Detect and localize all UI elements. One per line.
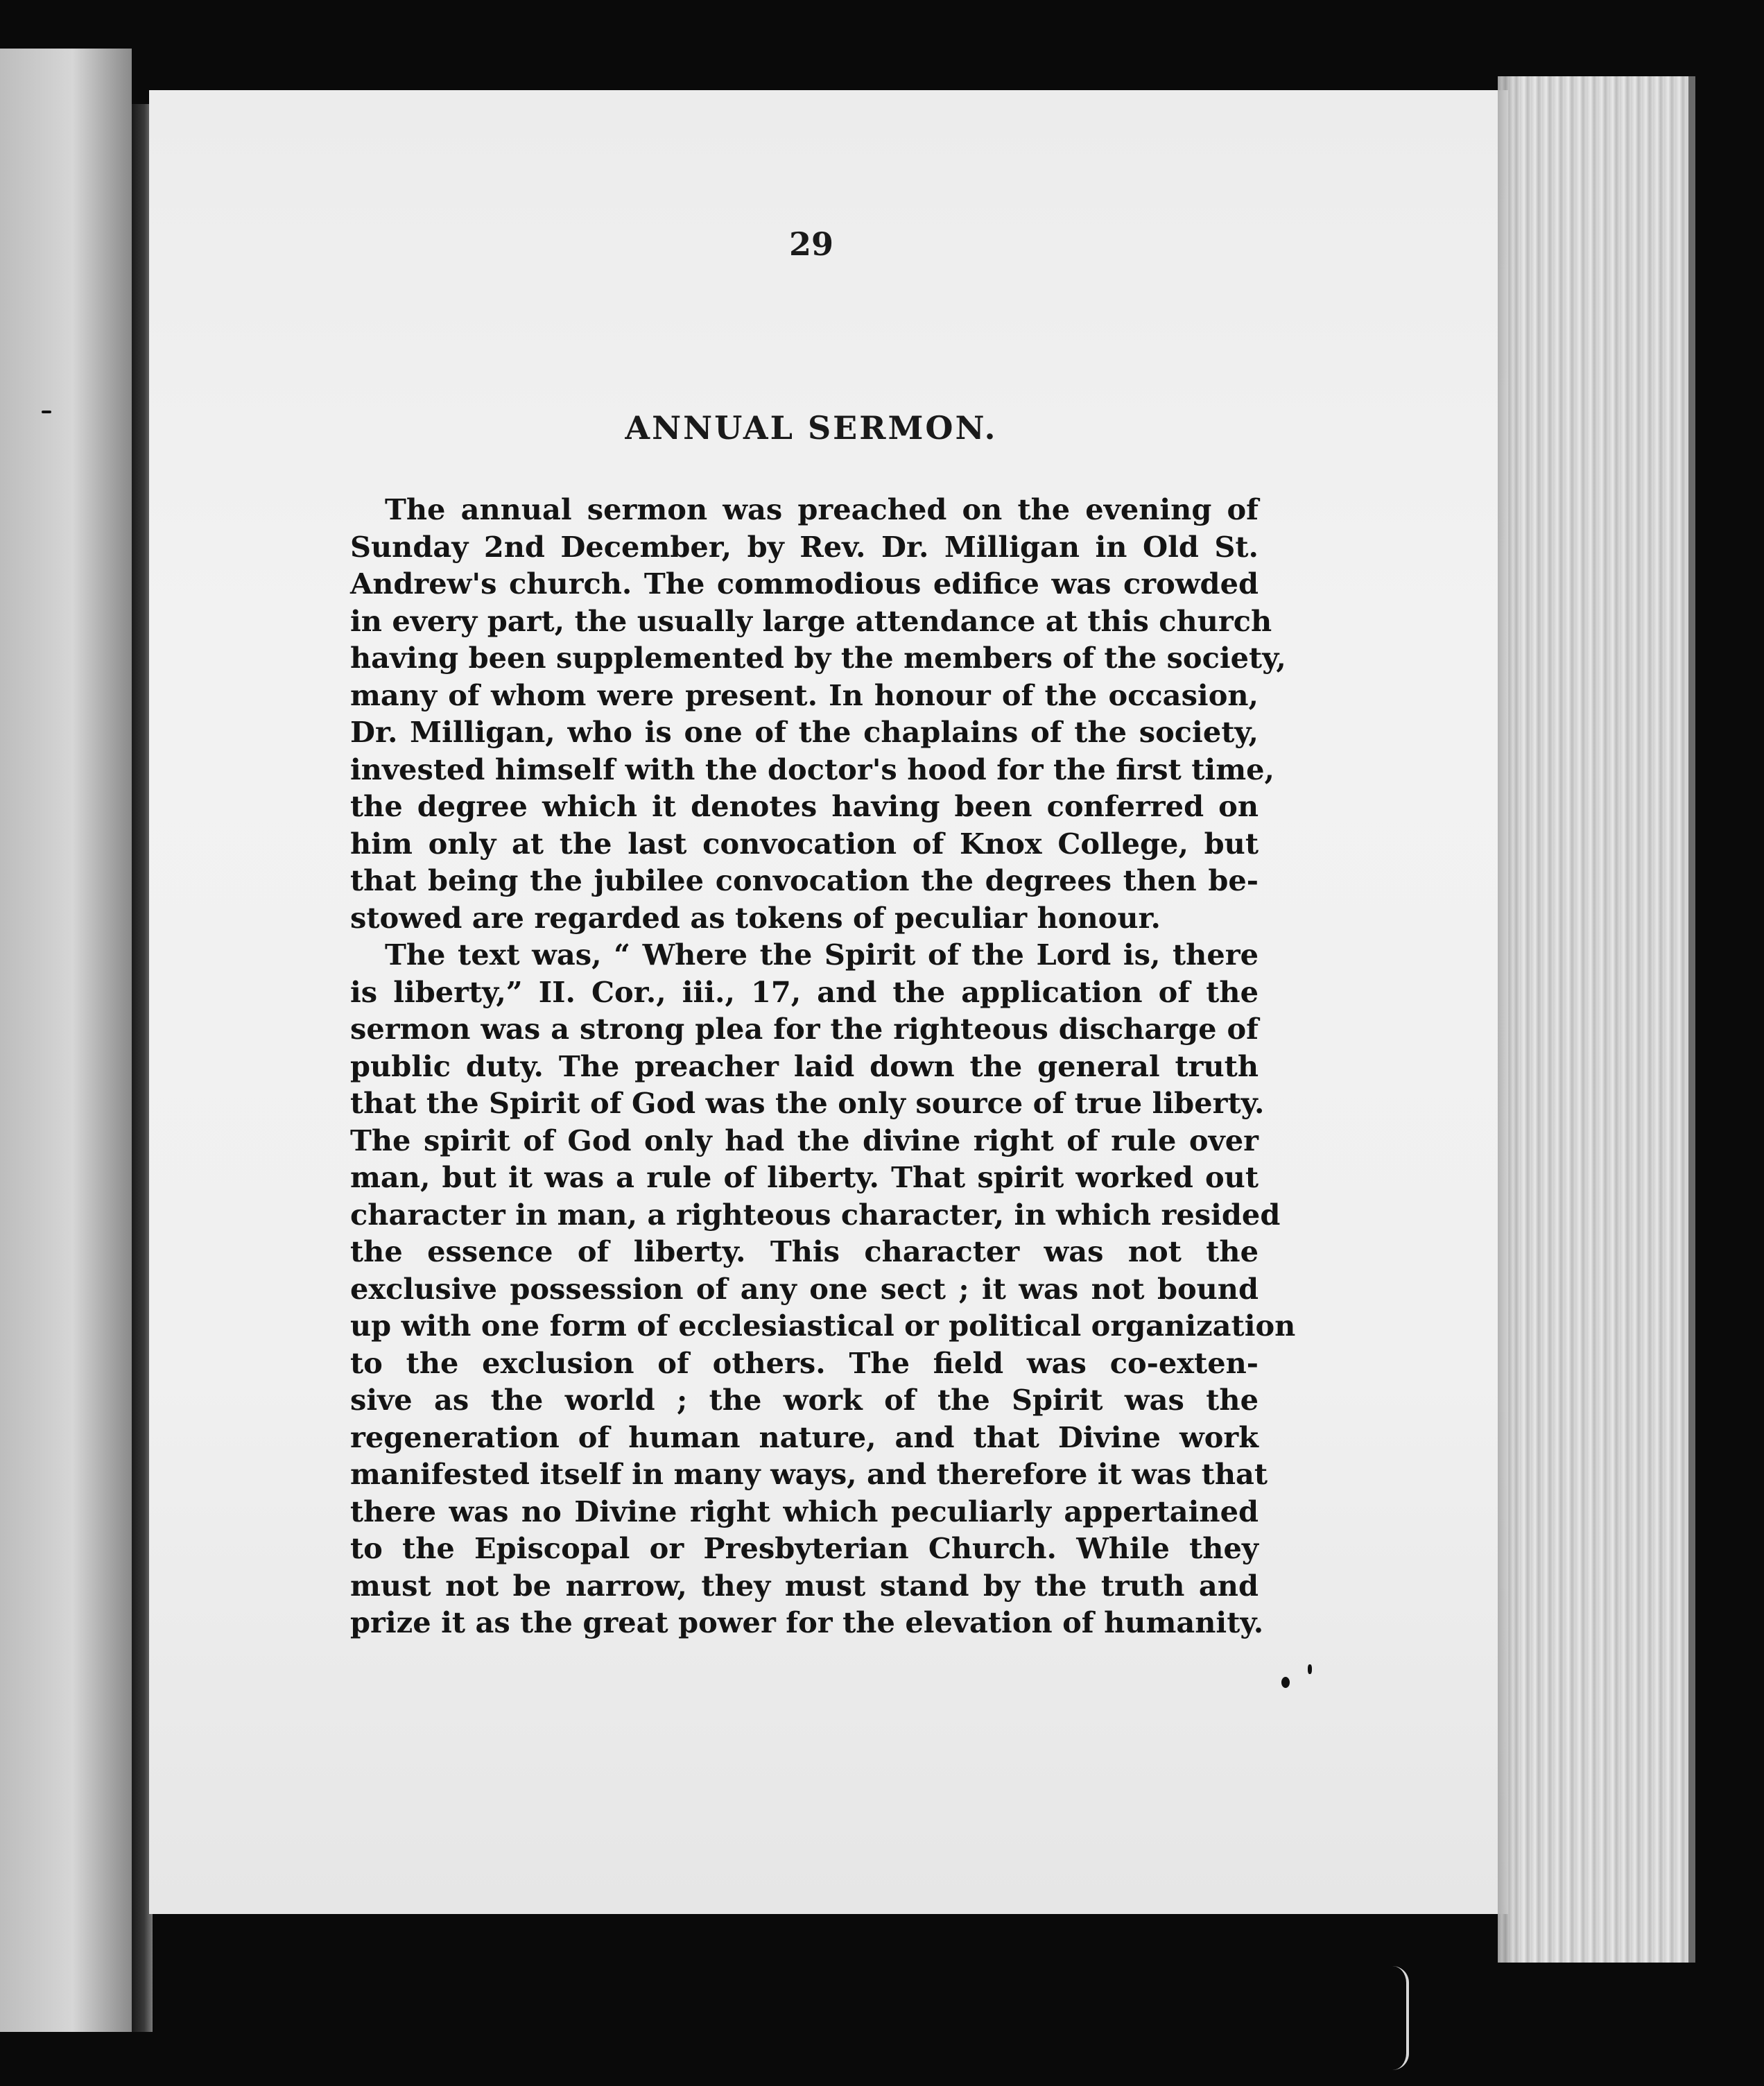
text-line: is liberty,” II. Cor., iii., 17, and the application of the: [350, 974, 1259, 1009]
text-line: him only at the last convocation of Knox College, but: [350, 826, 1259, 861]
page-curl-line: [1392, 1966, 1409, 2070]
text-line: many of whom were present. In honour of the occasion,: [350, 678, 1259, 712]
ink-speck: [42, 411, 51, 413]
text-line: Dr. Milligan, who is one of the chaplains of the society,: [350, 715, 1259, 749]
text-line: prize it as the great power for the elevation of humanity.: [350, 1605, 1264, 1639]
page-stack-edge: [1498, 76, 1695, 1963]
text-line: public duty. The preacher laid down the general truth: [350, 1049, 1259, 1083]
text-line: sermon was a strong plea for the righteous discharge of: [350, 1012, 1259, 1046]
text-line: up with one form of ecclesiastical or political organization: [350, 1309, 1296, 1343]
text-line: character in man, a righteous character, in which resided: [350, 1197, 1281, 1232]
text-line: must not be narrow, they must stand by the truth and: [350, 1568, 1259, 1603]
text-line: The text was, “ Where the Spirit of the Lord is, there: [385, 938, 1259, 972]
text-line: having been supplemented by the members of the society,: [350, 641, 1286, 675]
article-body: [350, 491, 1296, 1641]
text-line: The spirit of God only had the divine right of rule over: [350, 1123, 1259, 1157]
text-line: in every part, the usually large attendance at this church: [350, 603, 1272, 638]
paragraph-1: [350, 491, 1286, 936]
text-line: that the Spirit of God was the only source of true liberty.: [350, 1086, 1265, 1120]
text-line: that being the jubilee convocation the degrees then be-: [350, 863, 1259, 897]
paragraph-2: [350, 936, 1296, 1641]
text-line: invested himself with the doctor's hood for the first time,: [350, 752, 1274, 786]
text-line: to the Episcopal or Presbyterian Church. While they: [350, 1531, 1259, 1565]
text-line: regeneration of human nature, and that Divine work: [350, 1420, 1259, 1454]
text-line: Andrew's church. The commodious edifice was crowded: [350, 567, 1259, 601]
ink-speck: [1281, 1677, 1290, 1688]
text-line: exclusive possession of any one sect ; it was not bound: [350, 1271, 1259, 1306]
ink-speck: [1308, 1664, 1312, 1674]
text-line: manifested itself in many ways, and therefore it was that: [350, 1457, 1268, 1491]
text-line: Sunday 2nd December, by Rev. Dr. Milligan in Old St.: [350, 529, 1259, 564]
previous-page-edge: [0, 49, 132, 2032]
page-title: ANNUAL SERMON.: [625, 409, 998, 447]
page-number: 29: [788, 225, 833, 263]
text-line: there was no Divine right which peculiarly appertained: [350, 1494, 1259, 1528]
text-line: man, but it was a rule of liberty. That spirit worked out: [350, 1160, 1259, 1194]
text-line: The annual sermon was preached on the evening of: [385, 492, 1259, 526]
text-line: stowed are regarded as tokens of peculiar honour.: [350, 900, 1161, 935]
page-stack-shadow: [1498, 76, 1519, 1963]
text-line: to the exclusion of others. The field was co-exten-: [350, 1345, 1259, 1380]
text-line: the essence of liberty. This character was not the: [350, 1234, 1259, 1268]
text-line: the degree which it denotes having been conferred on: [350, 789, 1259, 823]
text-line: sive as the world ; the work of the Spirit was the: [350, 1383, 1259, 1417]
